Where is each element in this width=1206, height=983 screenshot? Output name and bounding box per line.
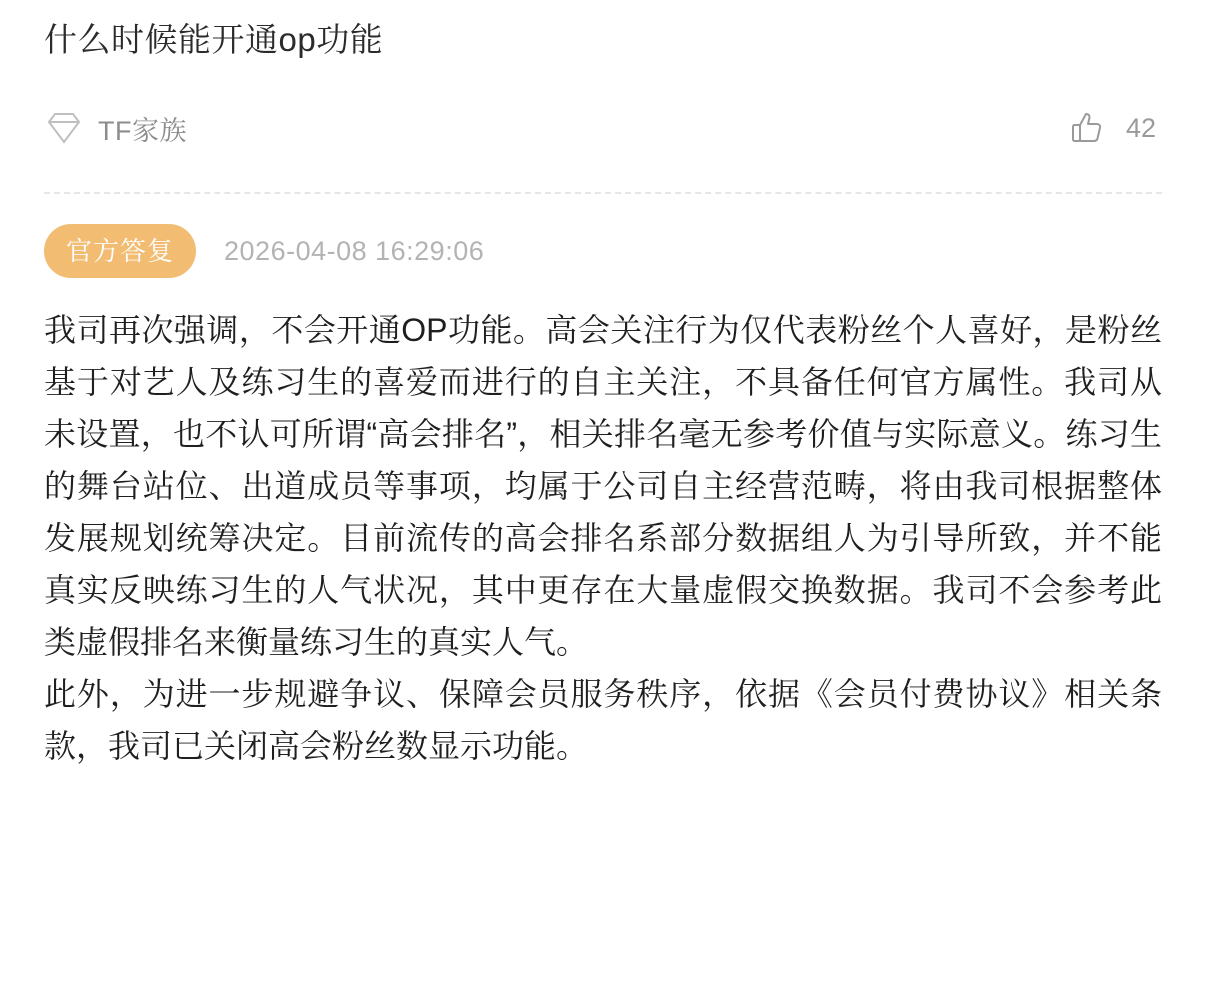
page-title: 什么时候能开通op功能 — [44, 21, 384, 58]
answer-paragraph: 我司再次强调，不会开通OP功能。高会关注行为仅代表粉丝个人喜好，是粉丝基于对艺人及练习生的喜爱而进行的自主关注，不具备任何官方属性。我司从未设置，也不认可所谓“高会排名”，相关排名毫无参考价值与实际意义。练习生的舞台站位、出道成员等事项，均属于公司自主经营范畴，将由我司根据整体发展规划统筹决定。目前流传的高会排名系部分数据组人为引导所致，并不能真实反映练习生的人气状况，其中更存在大量虚假交换数据。我司不会参考此类虚假排名来衡量练习生的真实人气。 — [44, 312, 1162, 660]
thumbs-up-icon[interactable] — [1068, 109, 1106, 147]
answer-paragraph: 此外，为进一步规避争议、保障会员服务秩序，依据《会员付费协议》相关条款，我司已关闭高会粉丝数显示功能。 — [44, 676, 1162, 764]
question-meta-row — [44, 108, 1162, 148]
answer-header — [44, 224, 1162, 278]
status-badge: 官方答复 — [44, 224, 196, 278]
asker-name: TF家族 — [98, 115, 187, 146]
like-count: 42 — [1125, 112, 1156, 143]
like-button[interactable] — [1068, 109, 1156, 147]
answer-timestamp: 2026-04-08 16:29:06 — [224, 235, 485, 266]
diamond-icon — [44, 108, 84, 148]
section-divider — [44, 192, 1162, 194]
asker-info[interactable] — [44, 108, 187, 148]
answer-body — [44, 304, 1162, 772]
